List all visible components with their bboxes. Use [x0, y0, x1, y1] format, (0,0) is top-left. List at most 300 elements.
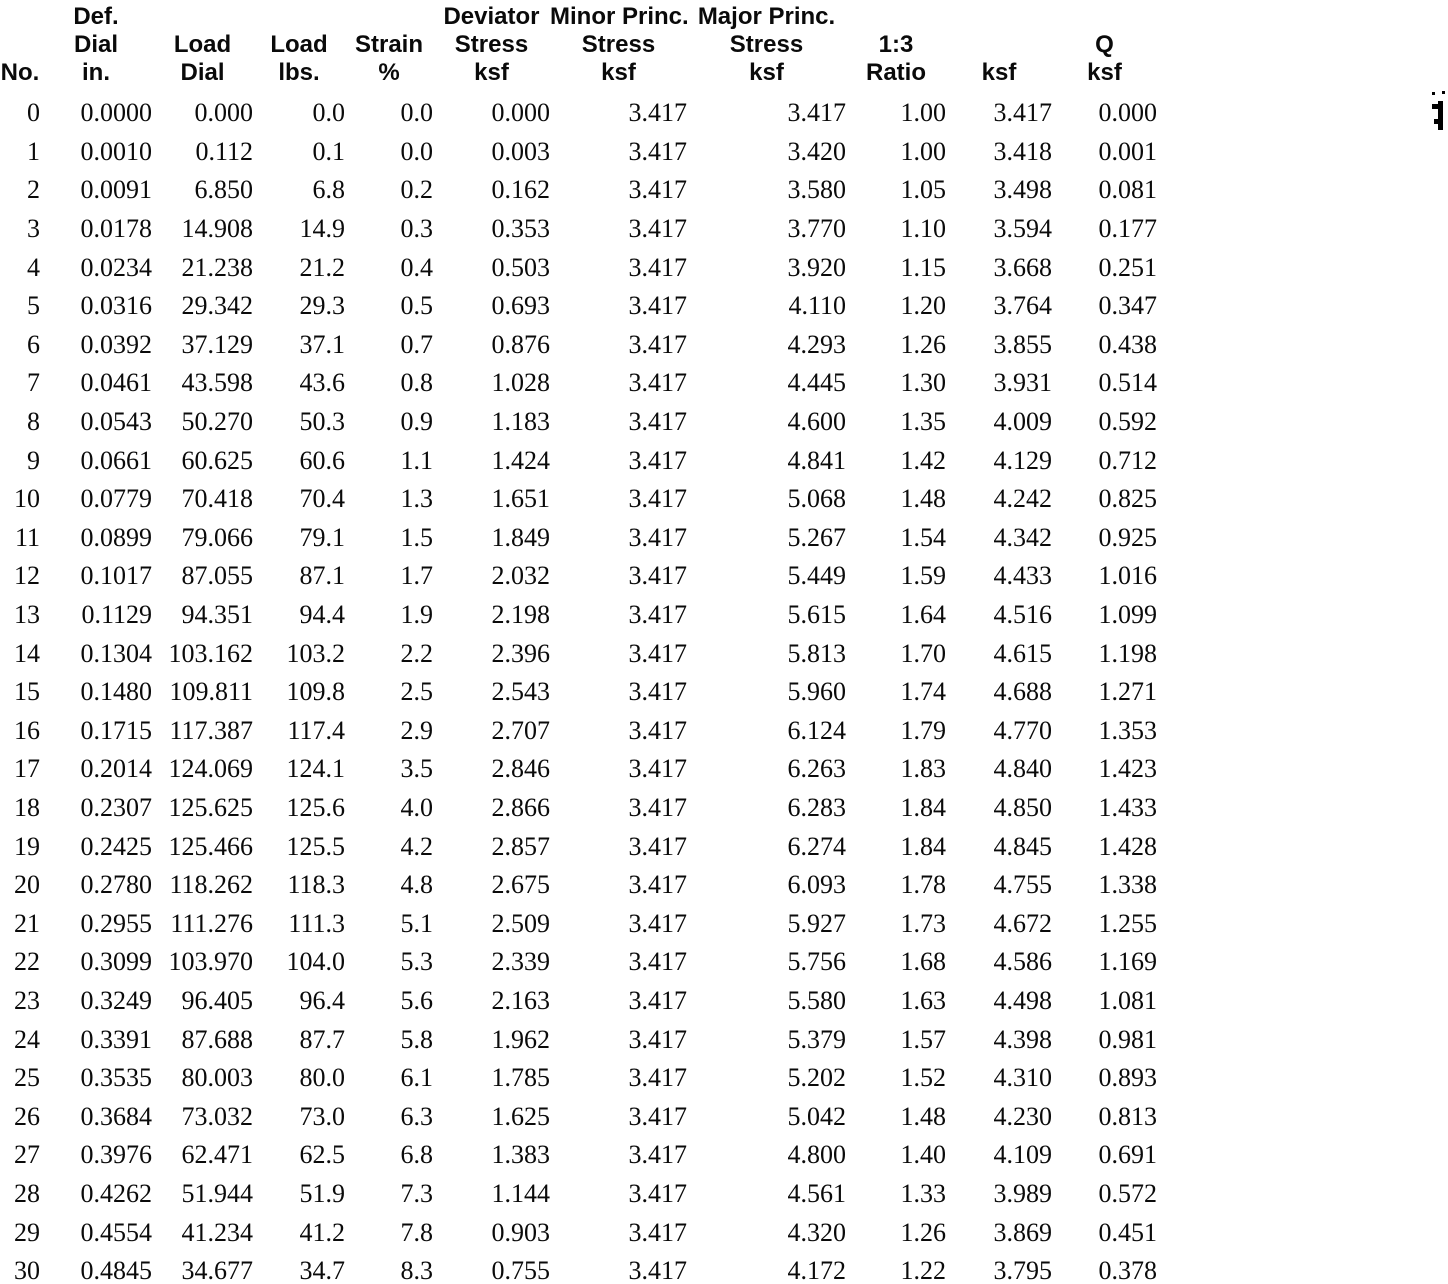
cell-strain-pct: 1.5 — [400, 522, 433, 552]
cell-deviator-stress-ksf: 2.198 — [491, 600, 550, 630]
cell-load-lbs: 29.3 — [299, 291, 345, 321]
cell-no: 11 — [14, 522, 40, 552]
cell-p-ksf: 4.840 — [993, 754, 1052, 784]
table-row — [0, 1020, 1157, 1059]
header-minor-princ-stress-ksf: Minor Princ. — [550, 3, 689, 30]
header-strain-pct: Strain — [354, 31, 423, 58]
cell-one-three-ratio: 1.15 — [900, 252, 946, 282]
cell-p-ksf: 4.615 — [993, 638, 1052, 668]
cell-major-princ-stress-ksf: 4.561 — [787, 1178, 846, 1208]
cell-q-ksf: 0.825 — [1098, 484, 1157, 514]
table-row — [0, 248, 1157, 287]
cell-load-lbs: 109.8 — [286, 677, 345, 707]
cell-major-princ-stress-ksf: 5.042 — [787, 1101, 846, 1131]
cell-def-dial-in: 0.0234 — [80, 252, 152, 282]
cell-major-princ-stress-ksf: 6.124 — [787, 715, 846, 745]
cell-q-ksf: 0.451 — [1098, 1217, 1157, 1247]
table-row — [0, 789, 1157, 828]
cell-load-dial: 70.418 — [181, 484, 253, 514]
cell-major-princ-stress-ksf: 4.800 — [787, 1140, 846, 1170]
cell-q-ksf: 0.925 — [1098, 522, 1157, 552]
cell-q-ksf: 0.981 — [1098, 1024, 1157, 1054]
cell-no: 22 — [14, 947, 40, 977]
cell-load-lbs: 94.4 — [299, 600, 345, 630]
cell-load-dial: 87.688 — [181, 1024, 253, 1054]
cell-minor-princ-stress-ksf: 3.417 — [628, 947, 687, 977]
cell-no: 6 — [27, 329, 40, 359]
cell-p-ksf: 3.418 — [993, 136, 1052, 166]
header-p-ksf-spacer — [946, 31, 1052, 59]
cell-def-dial-in: 0.2307 — [80, 792, 152, 822]
cell-minor-princ-stress-ksf: 3.417 — [628, 1063, 687, 1093]
cell-minor-princ-stress-ksf: 3.417 — [628, 291, 687, 321]
table-body — [0, 94, 1157, 1284]
table-row — [0, 866, 1157, 905]
cell-load-dial: 111.276 — [170, 908, 253, 938]
cell-load-dial: 125.625 — [168, 792, 253, 822]
cell-deviator-stress-ksf: 1.383 — [491, 1140, 550, 1170]
cell-major-princ-stress-ksf: 3.770 — [787, 214, 846, 244]
cell-strain-pct: 0.3 — [400, 214, 433, 244]
cell-deviator-stress-ksf: 0.162 — [491, 175, 550, 205]
cell-no: 24 — [14, 1024, 40, 1054]
table-row — [0, 750, 1157, 789]
cell-p-ksf: 4.755 — [993, 870, 1052, 900]
table-row — [0, 557, 1157, 596]
cell-q-ksf: 1.081 — [1098, 985, 1157, 1015]
cell-major-princ-stress-ksf: 6.093 — [787, 870, 846, 900]
cell-major-princ-stress-ksf: 4.600 — [787, 407, 846, 437]
header-minor-princ-stress-ksf: ksf — [601, 59, 636, 86]
cell-major-princ-stress-ksf: 5.756 — [787, 947, 846, 977]
cell-one-three-ratio: 1.59 — [900, 561, 946, 591]
cell-load-lbs: 118.3 — [287, 870, 345, 900]
cell-load-lbs: 79.1 — [299, 522, 345, 552]
cell-deviator-stress-ksf: 2.543 — [491, 677, 550, 707]
cell-def-dial-in: 0.0779 — [80, 484, 152, 514]
cell-q-ksf: 0.691 — [1098, 1140, 1157, 1170]
cell-def-dial-in: 0.3535 — [80, 1063, 152, 1093]
cell-one-three-ratio: 1.22 — [900, 1256, 946, 1284]
cell-minor-princ-stress-ksf: 3.417 — [628, 1256, 687, 1284]
header-no-spacer — [0, 31, 40, 59]
table-row — [0, 943, 1157, 982]
cell-p-ksf: 4.398 — [993, 1024, 1052, 1054]
cell-load-dial: 50.270 — [181, 407, 253, 437]
cell-major-princ-stress-ksf: 5.449 — [787, 561, 846, 591]
cell-q-ksf: 1.099 — [1098, 600, 1157, 630]
cell-deviator-stress-ksf: 1.424 — [491, 445, 550, 475]
scan-speck — [1432, 92, 1435, 95]
cell-deviator-stress-ksf: 0.755 — [491, 1256, 550, 1284]
cell-strain-pct: 2.2 — [400, 638, 433, 668]
cell-load-lbs: 60.6 — [299, 445, 345, 475]
cell-major-princ-stress-ksf: 5.068 — [787, 484, 846, 514]
cell-no: 19 — [14, 831, 40, 861]
header-def-dial-in: in. — [82, 59, 110, 86]
cell-load-dial: 79.066 — [181, 522, 253, 552]
cell-strain-pct: 0.8 — [400, 368, 433, 398]
cell-def-dial-in: 0.4262 — [80, 1178, 152, 1208]
cell-load-lbs: 62.5 — [299, 1140, 345, 1170]
cell-load-lbs: 87.7 — [299, 1024, 345, 1054]
cell-load-dial: 62.471 — [181, 1140, 253, 1170]
table-row — [0, 403, 1157, 442]
cell-load-dial: 37.129 — [181, 329, 253, 359]
cell-no: 1 — [27, 136, 40, 166]
cell-load-dial: 109.811 — [169, 677, 253, 707]
cell-major-princ-stress-ksf: 5.927 — [787, 908, 846, 938]
cell-major-princ-stress-ksf: 3.420 — [787, 136, 846, 166]
cell-load-lbs: 125.5 — [286, 831, 345, 861]
table-row — [0, 1175, 1157, 1214]
cell-q-ksf: 0.177 — [1098, 214, 1157, 244]
cell-def-dial-in: 0.1304 — [80, 638, 152, 668]
cell-strain-pct: 0.0 — [400, 98, 433, 128]
header-load-dial: Dial — [180, 59, 225, 86]
cell-load-dial: 96.405 — [181, 985, 253, 1015]
cell-load-lbs: 87.1 — [299, 561, 345, 591]
cell-one-three-ratio: 1.73 — [900, 908, 946, 938]
cell-major-princ-stress-ksf: 4.293 — [787, 329, 846, 359]
cell-load-lbs: 41.2 — [299, 1217, 345, 1247]
cell-minor-princ-stress-ksf: 3.417 — [628, 1140, 687, 1170]
cell-load-lbs: 125.6 — [286, 792, 345, 822]
cell-minor-princ-stress-ksf: 3.417 — [628, 329, 687, 359]
cell-one-three-ratio: 1.84 — [900, 831, 946, 861]
cell-load-dial: 80.003 — [181, 1063, 253, 1093]
cell-q-ksf: 0.893 — [1098, 1063, 1157, 1093]
cell-q-ksf: 1.016 — [1098, 561, 1157, 591]
header-one-three-ratio: Ratio — [866, 59, 926, 86]
cell-strain-pct: 6.1 — [400, 1063, 433, 1093]
cell-no: 28 — [14, 1178, 40, 1208]
table-row — [0, 171, 1157, 210]
cell-minor-princ-stress-ksf: 3.417 — [628, 407, 687, 437]
cell-one-three-ratio: 1.78 — [900, 870, 946, 900]
cell-strain-pct: 1.1 — [400, 445, 433, 475]
cell-deviator-stress-ksf: 0.353 — [491, 214, 550, 244]
cell-one-three-ratio: 1.00 — [900, 98, 946, 128]
cell-strain-pct: 2.5 — [400, 677, 433, 707]
cell-def-dial-in: 0.3099 — [80, 947, 152, 977]
cell-p-ksf: 3.855 — [993, 329, 1052, 359]
cell-q-ksf: 0.813 — [1098, 1101, 1157, 1131]
cell-strain-pct: 8.3 — [400, 1256, 433, 1284]
cell-no: 5 — [27, 291, 40, 321]
cell-load-lbs: 43.6 — [299, 368, 345, 398]
cell-major-princ-stress-ksf: 5.202 — [787, 1063, 846, 1093]
cell-no: 18 — [14, 792, 40, 822]
cell-one-three-ratio: 1.26 — [900, 329, 946, 359]
cell-deviator-stress-ksf: 2.396 — [491, 638, 550, 668]
header-def-dial-in: Dial — [73, 31, 118, 58]
cell-no: 13 — [14, 600, 40, 630]
cell-deviator-stress-ksf: 2.675 — [491, 870, 550, 900]
header-load-dial: Load — [173, 31, 232, 58]
cell-p-ksf: 4.845 — [993, 831, 1052, 861]
cell-major-princ-stress-ksf: 3.920 — [787, 252, 846, 282]
cell-q-ksf: 1.433 — [1098, 792, 1157, 822]
cell-minor-princ-stress-ksf: 3.417 — [628, 368, 687, 398]
cell-major-princ-stress-ksf: 3.580 — [787, 175, 846, 205]
cell-strain-pct: 5.8 — [400, 1024, 433, 1054]
cell-strain-pct: 2.9 — [400, 715, 433, 745]
cell-major-princ-stress-ksf: 4.110 — [788, 291, 846, 321]
cell-q-ksf: 1.271 — [1098, 677, 1157, 707]
cell-load-lbs: 104.0 — [286, 947, 345, 977]
header-line-3 — [0, 59, 1157, 94]
cell-one-three-ratio: 1.48 — [900, 484, 946, 514]
cell-no: 16 — [14, 715, 40, 745]
cell-major-princ-stress-ksf: 5.379 — [787, 1024, 846, 1054]
table-row — [0, 480, 1157, 519]
cell-p-ksf: 3.795 — [993, 1256, 1052, 1284]
cell-p-ksf: 3.764 — [993, 291, 1052, 321]
cell-q-ksf: 0.081 — [1098, 175, 1157, 205]
cell-major-princ-stress-ksf: 5.267 — [787, 522, 846, 552]
cell-def-dial-in: 0.2780 — [80, 870, 152, 900]
cell-strain-pct: 7.3 — [400, 1178, 433, 1208]
cell-minor-princ-stress-ksf: 3.417 — [628, 792, 687, 822]
triaxial-test-data-table — [0, 3, 1157, 1284]
cell-load-dial: 14.908 — [181, 214, 253, 244]
cell-no: 2 — [27, 175, 40, 205]
cell-deviator-stress-ksf: 1.028 — [491, 368, 550, 398]
cell-major-princ-stress-ksf: 4.320 — [787, 1217, 846, 1247]
cell-one-three-ratio: 1.00 — [900, 136, 946, 166]
cell-load-lbs: 14.9 — [299, 214, 345, 244]
table-row — [0, 634, 1157, 673]
cell-def-dial-in: 0.3684 — [80, 1101, 152, 1131]
header-major-princ-stress-ksf: Stress — [729, 31, 804, 58]
cell-p-ksf: 4.009 — [993, 407, 1052, 437]
cell-p-ksf: 4.586 — [993, 947, 1052, 977]
cell-q-ksf: 1.423 — [1098, 754, 1157, 784]
table-row — [0, 519, 1157, 558]
cell-q-ksf: 1.169 — [1098, 947, 1157, 977]
cell-major-princ-stress-ksf: 4.445 — [787, 368, 846, 398]
cell-major-princ-stress-ksf: 3.417 — [787, 98, 846, 128]
cell-def-dial-in: 0.2014 — [80, 754, 152, 784]
table-row — [0, 1136, 1157, 1175]
cell-strain-pct: 1.7 — [400, 561, 433, 591]
cell-def-dial-in: 0.3391 — [80, 1024, 152, 1054]
cell-major-princ-stress-ksf: 4.172 — [787, 1256, 846, 1284]
cell-def-dial-in: 0.0091 — [80, 175, 152, 205]
cell-load-dial: 34.677 — [181, 1256, 253, 1284]
header-load-dial-spacer — [152, 3, 253, 31]
cell-no: 7 — [27, 368, 40, 398]
cell-major-princ-stress-ksf: 4.841 — [787, 445, 846, 475]
cell-no: 30 — [14, 1256, 40, 1284]
cell-minor-princ-stress-ksf: 3.417 — [628, 1024, 687, 1054]
cell-deviator-stress-ksf: 2.509 — [491, 908, 550, 938]
cell-load-lbs: 117.4 — [287, 715, 345, 745]
cell-p-ksf: 4.342 — [993, 522, 1052, 552]
cell-major-princ-stress-ksf: 6.274 — [787, 831, 846, 861]
cell-no: 29 — [14, 1217, 40, 1247]
cell-load-dial: 41.234 — [181, 1217, 253, 1247]
header-line-2 — [0, 31, 1157, 59]
cell-minor-princ-stress-ksf: 3.417 — [628, 484, 687, 514]
cell-no: 14 — [14, 638, 40, 668]
cell-def-dial-in: 0.2425 — [80, 831, 152, 861]
cell-minor-princ-stress-ksf: 3.417 — [628, 831, 687, 861]
cell-load-lbs: 50.3 — [299, 407, 345, 437]
cell-no: 9 — [27, 445, 40, 475]
table-row — [0, 326, 1157, 365]
cell-one-three-ratio: 1.68 — [900, 947, 946, 977]
cell-q-ksf: 1.338 — [1098, 870, 1157, 900]
cell-deviator-stress-ksf: 2.163 — [491, 985, 550, 1015]
header-line-1 — [0, 3, 1157, 31]
cell-load-dial: 0.112 — [195, 136, 253, 166]
table-row — [0, 133, 1157, 172]
cell-deviator-stress-ksf: 0.503 — [491, 252, 550, 282]
cell-strain-pct: 0.5 — [400, 291, 433, 321]
cell-load-lbs: 103.2 — [286, 638, 345, 668]
table-row — [0, 982, 1157, 1021]
cell-strain-pct: 1.9 — [400, 600, 433, 630]
cell-load-dial: 6.850 — [194, 175, 253, 205]
cell-one-three-ratio: 1.79 — [900, 715, 946, 745]
cell-load-lbs: 73.0 — [299, 1101, 345, 1131]
cell-q-ksf: 0.438 — [1098, 329, 1157, 359]
cell-load-dial: 94.351 — [181, 600, 253, 630]
cell-deviator-stress-ksf: 0.003 — [491, 136, 550, 166]
cell-strain-pct: 3.5 — [400, 754, 433, 784]
cell-one-three-ratio: 1.10 — [900, 214, 946, 244]
cell-p-ksf: 4.672 — [993, 908, 1052, 938]
cell-no: 3 — [27, 214, 40, 244]
cell-q-ksf: 0.572 — [1098, 1178, 1157, 1208]
cell-load-dial: 117.387 — [169, 715, 253, 745]
cell-load-lbs: 70.4 — [299, 484, 345, 514]
cell-load-lbs: 6.8 — [312, 175, 345, 205]
cell-major-princ-stress-ksf: 6.263 — [787, 754, 846, 784]
cell-load-dial: 125.466 — [168, 831, 253, 861]
cell-deviator-stress-ksf: 1.785 — [491, 1063, 550, 1093]
cell-deviator-stress-ksf: 2.857 — [491, 831, 550, 861]
table-row — [0, 287, 1157, 326]
cell-minor-princ-stress-ksf: 3.417 — [628, 252, 687, 282]
cell-def-dial-in: 0.1017 — [80, 561, 152, 591]
cell-q-ksf: 1.198 — [1098, 638, 1157, 668]
cell-p-ksf: 4.129 — [993, 445, 1052, 475]
header-q-ksf: ksf — [1087, 59, 1122, 86]
cell-minor-princ-stress-ksf: 3.417 — [628, 638, 687, 668]
cell-load-dial: 0.000 — [194, 98, 253, 128]
cell-one-three-ratio: 1.26 — [900, 1217, 946, 1247]
cell-load-lbs: 37.1 — [299, 329, 345, 359]
header-def-dial-in: Def. — [73, 3, 119, 30]
cell-load-dial: 43.598 — [181, 368, 253, 398]
cell-no: 26 — [14, 1101, 40, 1131]
cell-q-ksf: 0.000 — [1098, 98, 1157, 128]
cell-deviator-stress-ksf: 1.962 — [491, 1024, 550, 1054]
table-row — [0, 1097, 1157, 1136]
cell-load-lbs: 51.9 — [299, 1178, 345, 1208]
header-strain-pct: % — [378, 59, 400, 86]
cell-p-ksf: 4.310 — [993, 1063, 1052, 1093]
cell-no: 12 — [14, 561, 40, 591]
header-deviator-stress-ksf: ksf — [474, 59, 509, 86]
cell-p-ksf: 3.498 — [993, 175, 1052, 205]
cell-load-dial: 103.162 — [168, 638, 253, 668]
header-one-three-ratio-spacer — [846, 3, 946, 31]
cell-major-princ-stress-ksf: 5.615 — [787, 600, 846, 630]
table-row — [0, 596, 1157, 635]
cell-def-dial-in: 0.1129 — [81, 600, 152, 630]
cell-major-princ-stress-ksf: 5.813 — [787, 638, 846, 668]
cell-def-dial-in: 0.4554 — [80, 1217, 152, 1247]
cell-p-ksf: 3.989 — [993, 1178, 1052, 1208]
table-row — [0, 94, 1157, 133]
header-no: No. — [0, 59, 40, 86]
cell-strain-pct: 0.2 — [400, 175, 433, 205]
cell-one-three-ratio: 1.05 — [900, 175, 946, 205]
cell-one-three-ratio: 1.74 — [900, 677, 946, 707]
cell-minor-princ-stress-ksf: 3.417 — [628, 1101, 687, 1131]
cell-minor-princ-stress-ksf: 3.417 — [628, 1178, 687, 1208]
cell-strain-pct: 0.9 — [400, 407, 433, 437]
cell-def-dial-in: 0.0543 — [80, 407, 152, 437]
cell-load-lbs: 124.1 — [286, 754, 345, 784]
cell-strain-pct: 5.1 — [400, 908, 433, 938]
cell-load-dial: 73.032 — [181, 1101, 253, 1131]
cell-no: 10 — [14, 484, 40, 514]
cell-minor-princ-stress-ksf: 3.417 — [628, 522, 687, 552]
cell-strain-pct: 7.8 — [400, 1217, 433, 1247]
table-row — [0, 441, 1157, 480]
cell-strain-pct: 1.3 — [400, 484, 433, 514]
cell-strain-pct: 4.2 — [400, 831, 433, 861]
cell-load-lbs: 80.0 — [299, 1063, 345, 1093]
cell-one-three-ratio: 1.33 — [900, 1178, 946, 1208]
table-row — [0, 364, 1157, 403]
cell-def-dial-in: 0.1715 — [80, 715, 152, 745]
cell-deviator-stress-ksf: 0.876 — [491, 329, 550, 359]
cell-one-three-ratio: 1.63 — [900, 985, 946, 1015]
cell-no: 20 — [14, 870, 40, 900]
cell-minor-princ-stress-ksf: 3.417 — [628, 600, 687, 630]
scan-artifact-nub — [1432, 104, 1440, 109]
cell-def-dial-in: 0.3976 — [80, 1140, 152, 1170]
cell-def-dial-in: 0.0000 — [80, 98, 152, 128]
header-load-lbs: lbs. — [278, 59, 320, 86]
header-q-ksf-spacer — [1052, 3, 1157, 31]
cell-q-ksf: 0.592 — [1098, 407, 1157, 437]
cell-deviator-stress-ksf: 0.903 — [491, 1217, 550, 1247]
cell-one-three-ratio: 1.83 — [900, 754, 946, 784]
cell-deviator-stress-ksf: 2.032 — [491, 561, 550, 591]
cell-minor-princ-stress-ksf: 3.417 — [628, 985, 687, 1015]
cell-load-lbs: 0.0 — [312, 98, 345, 128]
header-load-lbs: Load — [270, 31, 328, 58]
cell-no: 8 — [27, 407, 40, 437]
cell-strain-pct: 5.3 — [400, 947, 433, 977]
cell-no: 27 — [14, 1140, 40, 1170]
table-row — [0, 1059, 1157, 1098]
cell-one-three-ratio: 1.48 — [900, 1101, 946, 1131]
cell-load-dial: 118.262 — [169, 870, 253, 900]
cell-load-dial: 60.625 — [181, 445, 253, 475]
cell-no: 25 — [14, 1063, 40, 1093]
cell-deviator-stress-ksf: 1.651 — [491, 484, 550, 514]
cell-q-ksf: 0.378 — [1098, 1256, 1157, 1284]
cell-q-ksf: 1.255 — [1098, 908, 1157, 938]
